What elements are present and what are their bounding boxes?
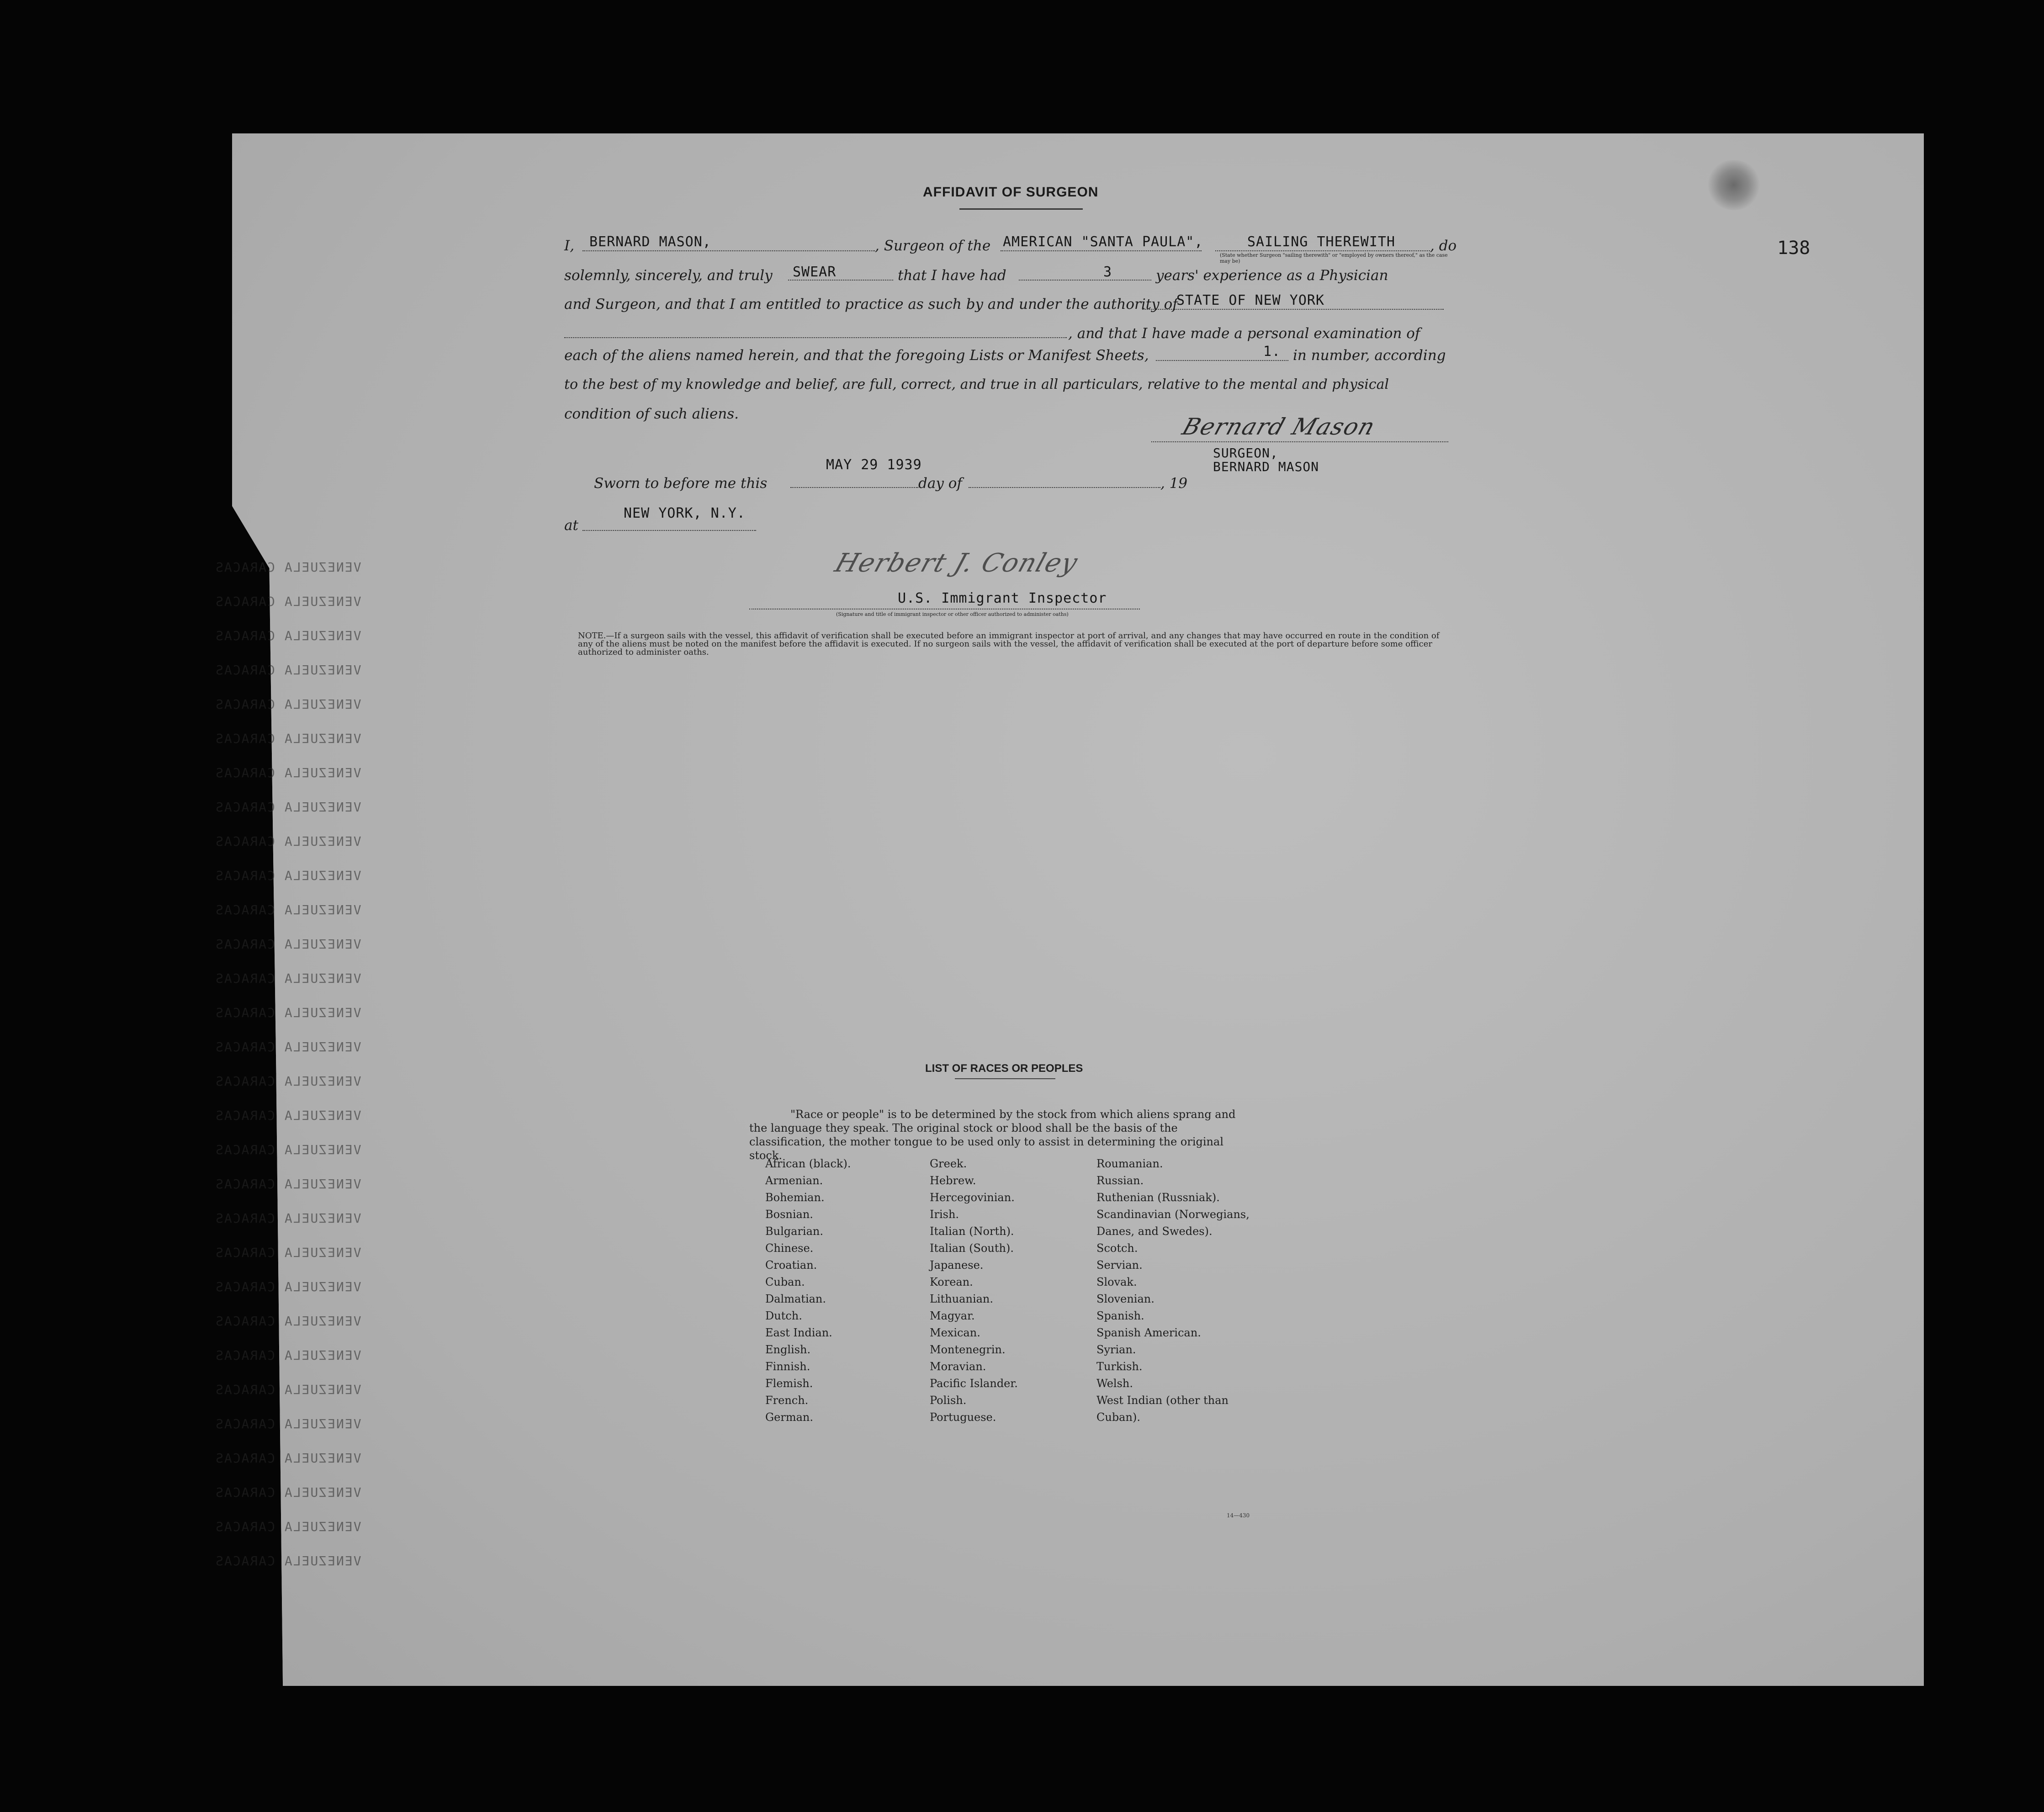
vessel-field: AMERICAN "SANTA PAULA", xyxy=(1003,234,1203,250)
race-item: Irish. xyxy=(930,1208,959,1221)
races-title: LIST OF RACES OR PEOPLES xyxy=(925,1062,1083,1075)
bleed-through-text: VENEZUELA CARACAS xyxy=(215,937,361,952)
bleed-through-text: VENEZUELA CARACAS xyxy=(215,1108,361,1123)
race-item: Hebrew. xyxy=(930,1174,976,1187)
years-blank xyxy=(1019,280,1151,281)
line6-text: to the best of my knowledge and belief, are full, correct, and true in all particulars, relative to the mental and physical xyxy=(564,376,1389,392)
race-item: Greek. xyxy=(930,1157,967,1170)
bleed-through-text: VENEZUELA CARACAS xyxy=(215,1039,361,1054)
form-number: 14—430 xyxy=(1227,1512,1250,1519)
punch-hole xyxy=(137,612,162,637)
race-item: Korean. xyxy=(930,1276,973,1288)
race-item: Scandinavian (Norwegians, xyxy=(1096,1208,1250,1221)
bleed-through-text: VENEZUELA CARACAS xyxy=(215,1005,361,1020)
oath-field: SWEAR xyxy=(793,264,837,280)
line2-prefix: solemnly, sincerely, and truly xyxy=(564,267,773,284)
race-item: German. xyxy=(765,1411,813,1424)
punch-hole xyxy=(137,393,162,418)
race-item: English. xyxy=(765,1343,811,1356)
line5-prefix: each of the aliens named herein, and that the foregoing Lists or Manifest Sheets, xyxy=(564,347,1149,364)
race-item: Japanese. xyxy=(930,1259,984,1272)
line3-prefix: and Surgeon, and that I am entitled to practice as such by and under the authority of xyxy=(564,296,1178,313)
line4-text: , and that I have made a personal examination of xyxy=(1068,325,1420,342)
surgeon-signature: Bernard Mason xyxy=(1179,413,1379,440)
authority-field: STATE OF NEW YORK xyxy=(1176,292,1325,308)
bleed-through-text: VENEZUELA CARACAS xyxy=(215,628,361,643)
race-item: Armenian. xyxy=(765,1174,823,1187)
punch-hole xyxy=(137,1480,162,1505)
bleed-through-text: VENEZUELA CARACAS xyxy=(215,800,361,815)
race-item: East Indian. xyxy=(765,1326,832,1339)
races-definition: "Race or people" is to be determined by the stock from which aliens sprang and the language they speak. The original stock or blood shall be the basis of the classification, the mother tongue to be used only to assist in determining the original stock. xyxy=(749,1108,1236,1162)
status-hint: (State whether Surgeon "sailing therewith" or "employed by owners thereof," as the case may be) xyxy=(1220,252,1448,264)
years-field: 3 xyxy=(1103,264,1112,280)
race-item: Chinese. xyxy=(765,1242,814,1255)
bleed-through-text: VENEZUELA CARACAS xyxy=(215,1519,361,1534)
race-item: Bulgarian. xyxy=(765,1225,823,1238)
bleed-through-text: VENEZUELA CARACAS xyxy=(215,834,361,849)
line5-suffix: in number, according xyxy=(1293,347,1446,364)
races-column-3 xyxy=(1096,1156,1250,1426)
race-item: Roumanian. xyxy=(1096,1157,1163,1170)
inspector-signature: Herbert J. Conley xyxy=(831,548,1082,578)
sworn-date-stamp: MAY 29 1939 xyxy=(826,457,922,473)
document-page xyxy=(232,133,1924,1686)
punch-hole xyxy=(137,1110,162,1135)
bleed-through-text: VENEZUELA CARACAS xyxy=(215,1142,361,1157)
bleed-through-text: VENEZUELA CARACAS xyxy=(215,1279,361,1294)
status-field: SAILING THEREWITH xyxy=(1247,234,1396,250)
bleed-through-text: VENEZUELA CARACAS xyxy=(215,1416,361,1431)
race-item: French. xyxy=(765,1394,809,1407)
race-item: African (black). xyxy=(765,1157,851,1170)
bleed-through-text: VENEZUELA CARACAS xyxy=(215,662,361,678)
signature-line xyxy=(1151,441,1448,442)
bleed-through-text: VENEZUELA CARACAS xyxy=(215,1074,361,1089)
bleed-through-text: VENEZUELA CARACAS xyxy=(215,560,361,575)
bleed-through-text: VENEZUELA CARACAS xyxy=(215,902,361,917)
surgeon-name-field: BERNARD MASON, xyxy=(589,234,711,250)
race-item: Servian. xyxy=(1096,1259,1143,1272)
bleed-through-text: VENEZUELA CARACAS xyxy=(215,731,361,746)
race-item: Polish. xyxy=(930,1394,967,1407)
month-blank xyxy=(969,487,1160,488)
bleed-through-text: VENEZUELA CARACAS xyxy=(215,1451,361,1466)
bleed-through-text: VENEZUELA CARACAS xyxy=(215,868,361,883)
affidavit-title: AFFIDAVIT OF SURGEON xyxy=(923,185,1099,200)
race-item: Magyar. xyxy=(930,1309,975,1322)
line1-suffix: , do xyxy=(1430,238,1457,254)
bleed-through-text: VENEZUELA CARACAS xyxy=(215,1314,361,1329)
race-item: Portuguese. xyxy=(930,1411,996,1424)
bleed-through-text: VENEZUELA CARACAS xyxy=(215,1245,361,1260)
punch-hole xyxy=(137,1183,162,1208)
inspector-title: U.S. Immigrant Inspector xyxy=(898,590,1107,606)
race-item: Spanish American. xyxy=(1096,1326,1201,1339)
at-label: at xyxy=(564,517,578,534)
blank-line xyxy=(564,337,1067,338)
race-item: Hercegovinian. xyxy=(930,1191,1015,1204)
race-item: Turkish. xyxy=(1096,1360,1143,1373)
bleed-through-text: VENEZUELA CARACAS xyxy=(215,1348,361,1363)
bleed-through-text: VENEZUELA CARACAS xyxy=(215,971,361,986)
race-item: Lithuanian. xyxy=(930,1293,994,1305)
race-item: Cuban). xyxy=(1096,1411,1140,1424)
race-item: Dutch. xyxy=(765,1309,802,1322)
sheets-count-field: 1. xyxy=(1263,344,1281,360)
place-field: NEW YORK, N.Y. xyxy=(624,505,746,521)
race-item: Bosnian. xyxy=(765,1208,813,1221)
bleed-through-text: VENEZUELA CARACAS xyxy=(215,1176,361,1192)
sheets-blank xyxy=(1156,360,1288,361)
status-blank xyxy=(1215,250,1430,251)
sworn-day-of: day of xyxy=(918,475,962,492)
race-item: Bohemian. xyxy=(765,1191,825,1204)
race-item: Finnish. xyxy=(765,1360,810,1373)
title-underline xyxy=(959,208,1083,210)
race-item: Danes, and Swedes). xyxy=(1096,1225,1213,1238)
race-item: Flemish. xyxy=(765,1377,813,1390)
bleed-through-text: VENEZUELA CARACAS xyxy=(215,594,361,609)
bleed-through-text: VENEZUELA CARACAS xyxy=(215,697,361,712)
races-column-2 xyxy=(930,1156,1018,1426)
race-item: Italian (South). xyxy=(930,1242,1014,1255)
race-item: Russian. xyxy=(1096,1174,1144,1187)
inspector-hint: (Signature and title of immigrant inspector or other officer authorized to administer oaths) xyxy=(836,611,1069,617)
surgeon-label: SURGEON, xyxy=(1213,445,1278,461)
race-item: Dalmatian. xyxy=(765,1293,826,1305)
line1-surgeon-of: , Surgeon of the xyxy=(875,238,991,254)
punch-hole xyxy=(137,836,162,861)
race-item: Spanish. xyxy=(1096,1309,1144,1322)
race-item: Cuban. xyxy=(765,1276,805,1288)
place-blank xyxy=(582,530,756,531)
vessel-blank xyxy=(1001,250,1202,251)
surgeon-typed-name: BERNARD MASON xyxy=(1213,459,1319,474)
bleed-through-text: VENEZUELA CARACAS xyxy=(215,1485,361,1500)
line2-middle: that I have had xyxy=(898,267,1006,284)
line1-prefix: I, xyxy=(564,238,575,254)
race-item: Slovenian. xyxy=(1096,1293,1154,1305)
name-blank xyxy=(582,250,875,251)
races-underline xyxy=(955,1078,1055,1079)
race-item: Moravian. xyxy=(930,1360,986,1373)
race-item: Ruthenian (Russniak). xyxy=(1096,1191,1220,1204)
bleed-through-text: VENEZUELA CARACAS xyxy=(215,1382,361,1397)
bleed-through-text: VENEZUELA CARACAS xyxy=(215,1553,361,1568)
race-item: Croatian. xyxy=(765,1259,817,1272)
sworn-prefix: Sworn to before me this xyxy=(594,475,768,492)
race-item: Syrian. xyxy=(1096,1343,1136,1356)
race-item: Welsh. xyxy=(1096,1377,1133,1390)
race-item: Pacific Islander. xyxy=(930,1377,1018,1390)
race-item: Montenegrin. xyxy=(930,1343,1006,1356)
page-number: 138 xyxy=(1777,238,1811,259)
race-item: Italian (North). xyxy=(930,1225,1014,1238)
stamp-mark xyxy=(1706,160,1761,210)
affidavit-note: NOTE.—If a surgeon sails with the vessel, this affidavit of verification shall be executed before an immigrant inspector at port of arrival, and any changes that may have occurred en route in the condition of any of the aliens must be noted on the manifest before the affidavit is executed. If no surgeon sails with the vessel, the affidavit of verification shall be executed at the port of departure before some officer authorized to administer oaths. xyxy=(578,631,1440,657)
race-item: Mexican. xyxy=(930,1326,980,1339)
authority-blank xyxy=(1142,309,1444,310)
line7-text: condition of such aliens. xyxy=(564,406,739,422)
race-item: West Indian (other than xyxy=(1096,1394,1229,1407)
race-item: Slovak. xyxy=(1096,1276,1137,1288)
race-item: Scotch. xyxy=(1096,1242,1138,1255)
sworn-year: , 19 xyxy=(1160,475,1188,492)
date-blank xyxy=(790,487,918,488)
races-column-1 xyxy=(765,1156,851,1426)
line2-suffix: years' experience as a Physician xyxy=(1156,267,1388,284)
bleed-through-text: VENEZUELA CARACAS xyxy=(215,1211,361,1226)
bleed-through-text: VENEZUELA CARACAS xyxy=(215,765,361,780)
